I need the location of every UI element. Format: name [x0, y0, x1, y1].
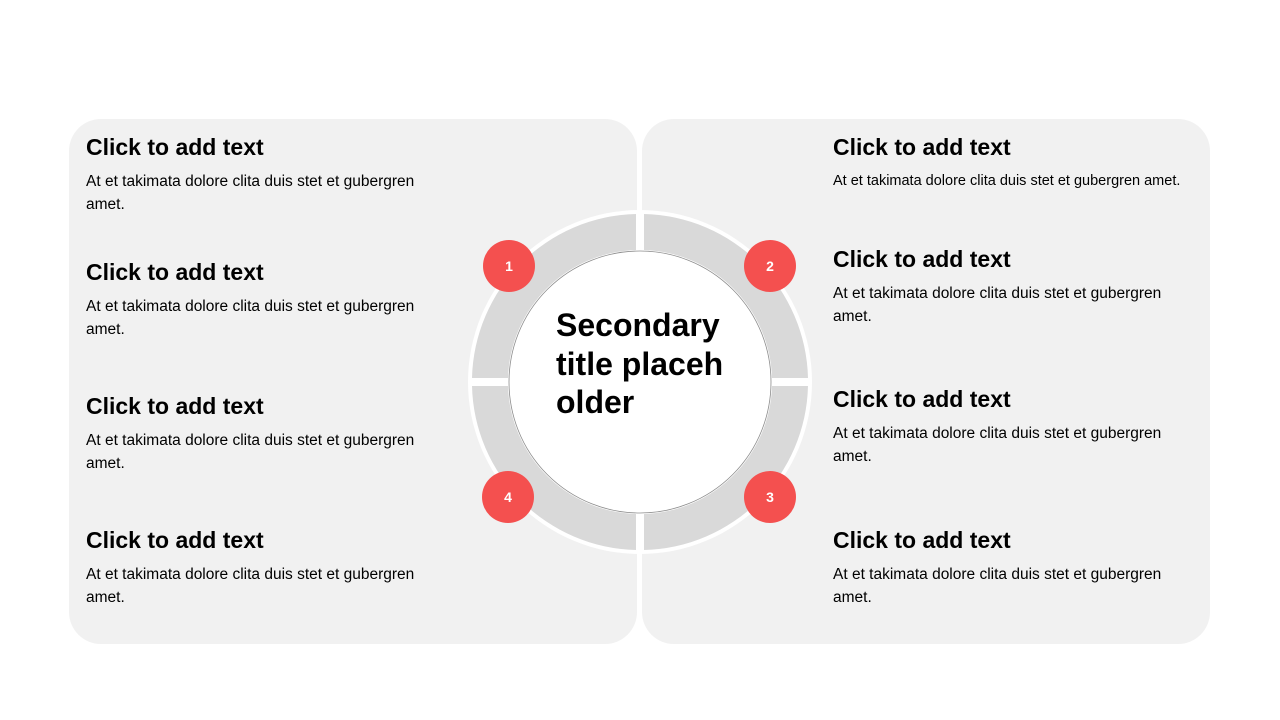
- right-item-2-title[interactable]: Click to add text: [833, 246, 1011, 272]
- badge-2: [744, 240, 796, 292]
- left-item-2-body[interactable]: At et takimata dolore clita duis stet et gubergren amet.: [86, 298, 415, 338]
- left-item-1-title[interactable]: Click to add text: [86, 134, 264, 160]
- left-item-2-title[interactable]: Click to add text: [86, 259, 264, 285]
- badge-1-label: 1: [505, 258, 513, 274]
- badge-3: [744, 471, 796, 523]
- left-item-4-title[interactable]: Click to add text: [86, 527, 264, 553]
- badge-3-label: 3: [766, 489, 774, 505]
- left-item-4-body[interactable]: At et takimata dolore clita duis stet et gubergren amet.: [86, 566, 415, 606]
- right-item-3-title[interactable]: Click to add text: [833, 386, 1011, 412]
- right-item-1-body[interactable]: At et takimata dolore clita duis stet et gubergren amet.: [833, 173, 1181, 189]
- right-item-4-title[interactable]: Click to add text: [833, 527, 1011, 553]
- badge-4-label: 4: [504, 489, 512, 505]
- badge-2-label: 2: [766, 258, 774, 274]
- badge-4: [482, 471, 534, 523]
- center-title[interactable]: Secondary title placeholder: [556, 307, 724, 420]
- left-item-3-title[interactable]: Click to add text: [86, 393, 264, 419]
- left-item-3-body[interactable]: At et takimata dolore clita duis stet et gubergren amet.: [86, 432, 415, 472]
- badge-1: [483, 240, 535, 292]
- right-item-3-body[interactable]: At et takimata dolore clita duis stet et gubergren amet.: [833, 425, 1162, 465]
- left-item-1-body[interactable]: At et takimata dolore clita duis stet et gubergren amet.: [86, 173, 415, 213]
- right-item-2-body[interactable]: At et takimata dolore clita duis stet et gubergren amet.: [833, 285, 1162, 325]
- right-item-4-body[interactable]: At et takimata dolore clita duis stet et gubergren amet.: [833, 566, 1162, 606]
- right-item-1-title[interactable]: Click to add text: [833, 134, 1011, 160]
